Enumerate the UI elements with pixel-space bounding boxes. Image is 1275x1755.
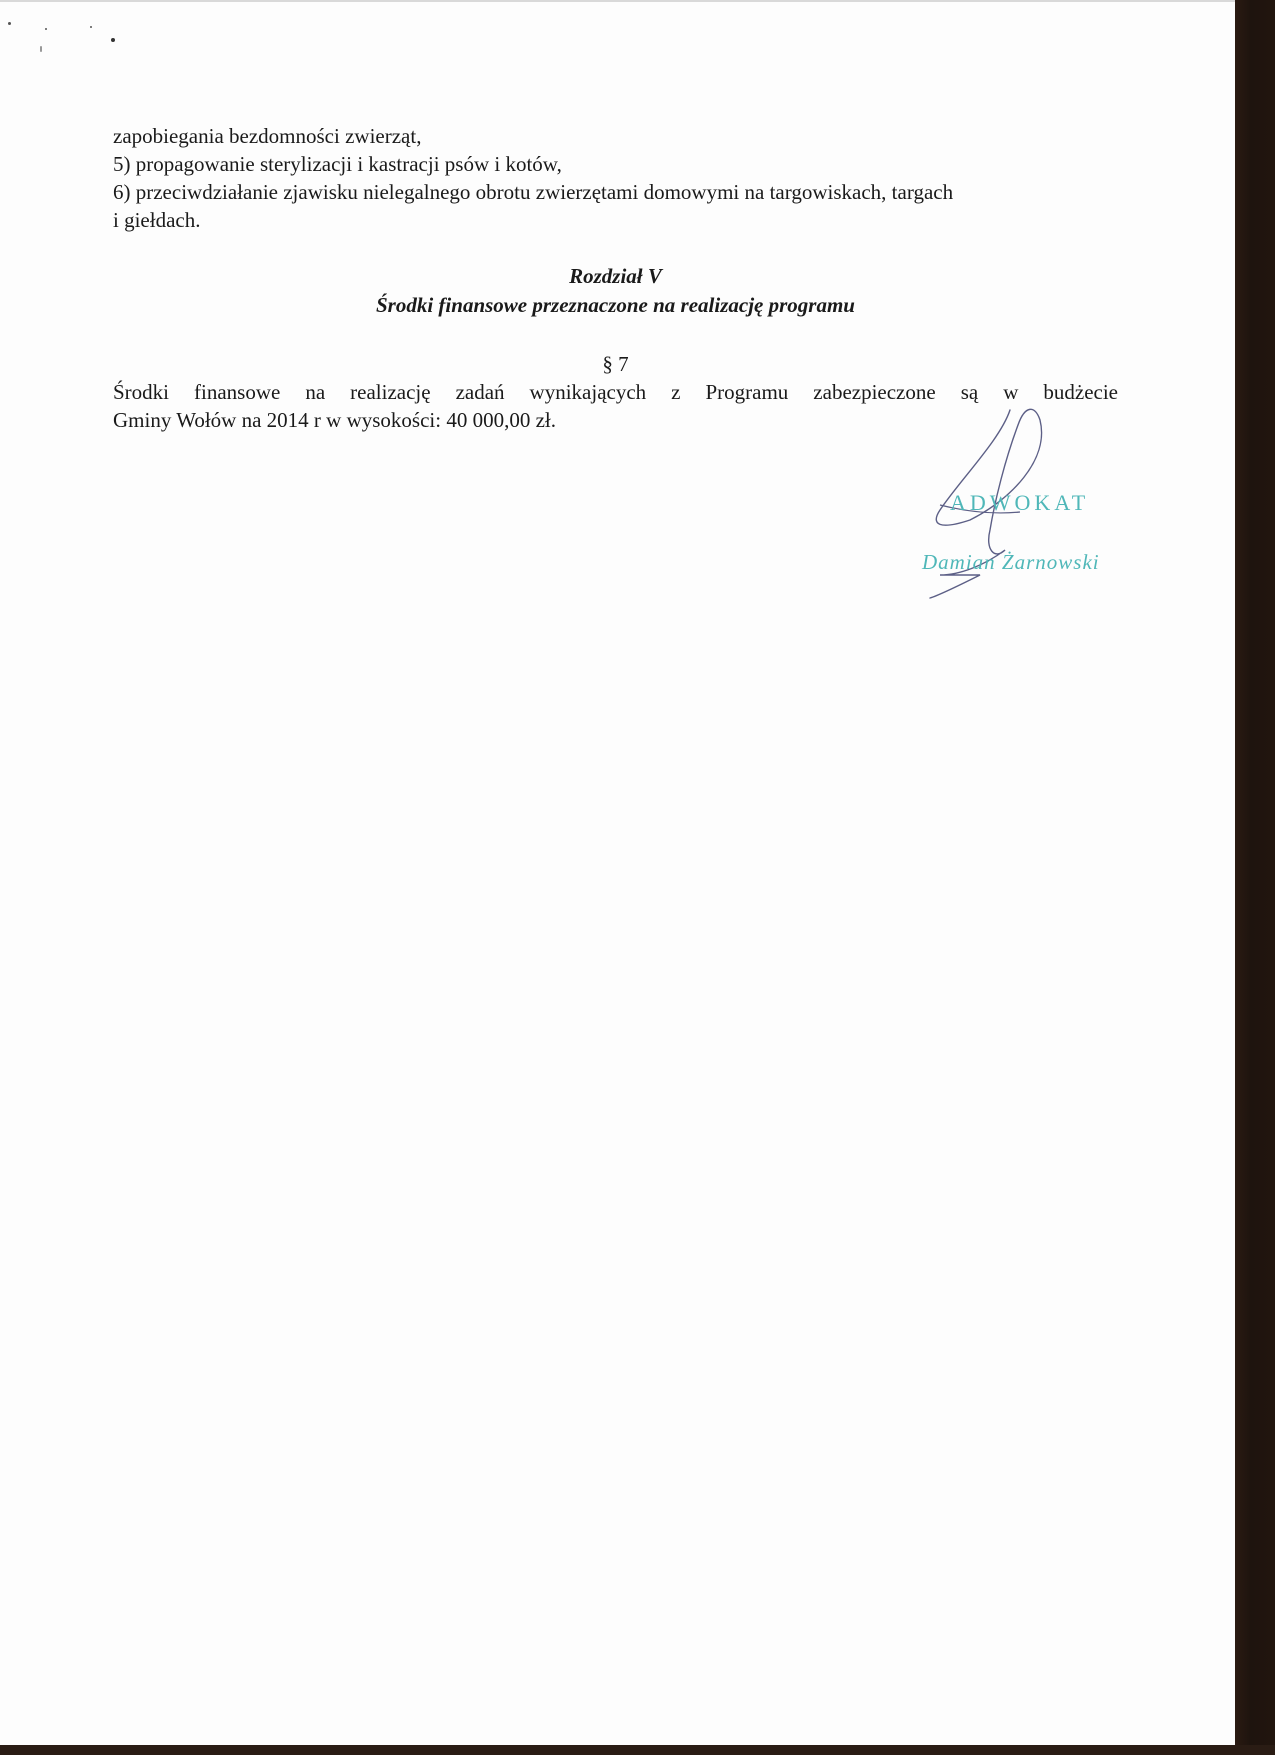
list-line-6-cont: i giełdach. — [113, 208, 201, 232]
chapter-heading — [113, 262, 1118, 320]
stamp-name: Damian Żarnowski — [922, 550, 1100, 574]
list-line-1: zapobiegania bezdomności zwierząt, — [113, 124, 422, 148]
section-line-1: Środki finansowe na realizację zadań wynikających z Programu zabezpieczone są w budżecie — [113, 380, 1118, 404]
scan-speck — [111, 38, 115, 42]
scanner-right-edge — [1235, 0, 1275, 1755]
scan-speck — [45, 28, 47, 30]
chapter-number: Rozdział V — [569, 264, 662, 288]
scan-speck — [8, 22, 11, 25]
list-line-5: 5) propagowanie sterylizacji i kastracji psów i kotów, — [113, 152, 562, 176]
section-sign: § 7 — [602, 352, 629, 376]
scan-top-edge — [0, 0, 1235, 2]
list-line-6: 6) przeciwdziałanie zjawisku nielegalnego obrotu zwierzętami domowymi na targowiskach, targach — [113, 180, 954, 204]
list-continuation — [113, 122, 1118, 234]
scan-speck — [90, 26, 92, 28]
lawyer-stamp — [900, 400, 1140, 600]
stamp-title: ADWOKAT — [950, 490, 1090, 515]
scan-speck — [40, 46, 42, 52]
chapter-title: Środki finansowe przeznaczone na realizację programu — [376, 293, 855, 317]
scanner-bottom-edge — [0, 1745, 1275, 1755]
section-line-2: Gminy Wołów na 2014 r w wysokości: 40 000,00 zł. — [113, 408, 556, 432]
